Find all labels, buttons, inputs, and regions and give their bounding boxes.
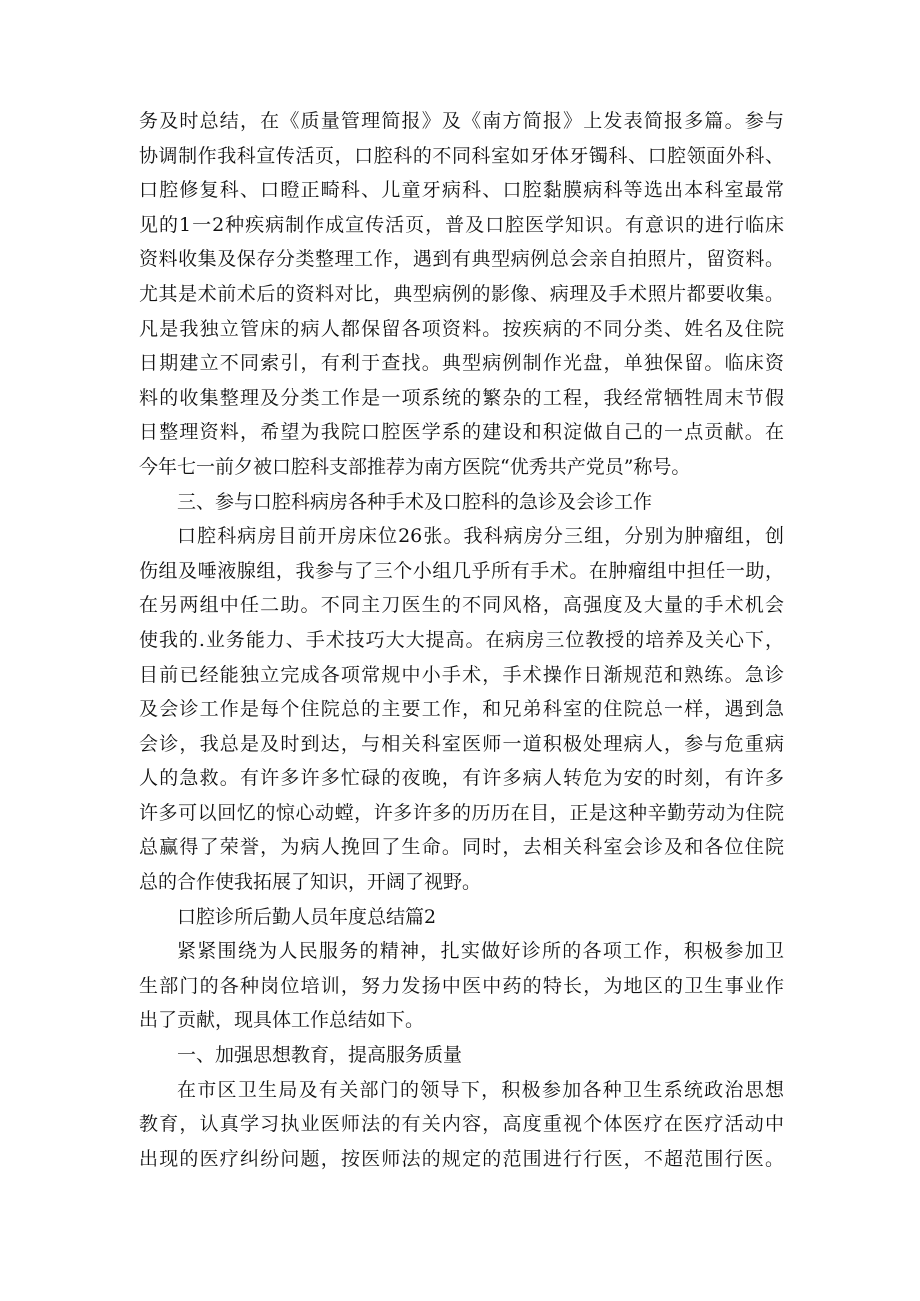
text-line: 教育，认真学习执业医师法的有关内容，高度重视个体医疗在医疗活动中 — [139, 1113, 784, 1136]
text-line: 见的1一2种疾病制作成宣传活页，普及口腔医学知识。有意识的进行临床 — [139, 213, 784, 236]
text-line: 务及时总结，在《质量管理简报》及《南方简报》上发表简报多篇。参与 — [139, 110, 784, 132]
text-line: 许多可以回忆的惊心动螳，许多许多的历历在目，正是这种辛勤劳动为住院 — [139, 801, 784, 824]
text-line: 在另两组中任二助。不同主刀医生的不同风格，高强度及大量的手术机会 — [139, 594, 784, 617]
text-line: 一、加强思想教育，提高服务质量 — [177, 1044, 463, 1067]
text-line: 会诊，我总是及时到达，与相关科室医师一道积极处理病人，参与危重病 — [139, 732, 784, 755]
text-line: 协调制作我科宣传活页，口腔科的不同科室如牙体牙镯科、口腔领面外科、 — [139, 144, 784, 167]
text-line: 人的急救。有许多许多忙碌的夜晚，有许多病人转危为安的时刻，有许多 — [139, 767, 784, 790]
text-line: 三、参与口腔科病房各种手术及口腔科的急诊及会诊工作 — [177, 490, 653, 513]
text-line: 日整理资料，希望为我院口腔医学系的建设和积淀做自己的一点贡献。在 — [139, 421, 784, 444]
text-line: 总赢得了荣誉，为病人挽回了生命。同时，去相关科室会诊及和各位住院 — [139, 836, 784, 859]
text-line: 凡是我独立管床的病人都保留各项资料。按疾病的不同分类、姓名及住院 — [139, 317, 784, 340]
text-line: 口腔科病房目前开房床位26张。我科病房分三组，分别为肿瘤组，创 — [177, 525, 784, 548]
text-line: 生部门的各种岗位培训，努力发扬中医中药的特长，为地区的卫生事业作 — [139, 974, 784, 997]
text-line: 口腔修复科、口瞪正畸科、儿童牙病科、口腔黏膜病科等选出本科室最常 — [139, 179, 784, 202]
document-body — [139, 104, 784, 1176]
text-line: 在市区卫生局及有关部门的领导下，积极参加各种卫生系统政治思想 — [177, 1078, 784, 1101]
text-line: 伤组及唾液腺组，我参与了三个小组几乎所有手术。在肿瘤组中担任一助， — [139, 559, 784, 582]
text-line: 总的合作使我拓展了知识，开阔了视野。 — [139, 871, 482, 894]
text-line: 紧紧围绕为人民服务的精神，扎实做好诊所的各项工作，积极参加卫 — [177, 940, 784, 963]
text-line: 及会诊工作是每个住院总的主要工作，和兄弟科室的住院总一样，遇到急 — [139, 698, 784, 721]
text-line: 资料收集及保存分类整理工作，遇到有典型病例总会亲自拍照片，留资料。 — [139, 248, 784, 271]
text-line: 日期建立不同索引，有利于查找。典型病例制作光盘，单独保留。临床资 — [139, 352, 784, 375]
text-line: 目前已经能独立完成各项常规中小手术，手术操作日渐规范和熟练。急诊 — [139, 663, 784, 686]
text-line: 今年七一前夕被口腔科支部推荐为南方医院“优秀共产党员”称号。 — [139, 455, 691, 478]
text-line: 口腔诊所后勤人员年度总结篇2 — [177, 905, 437, 928]
text-line: 料的收集整理及分类工作是一项系统的繁杂的工程，我经常牺牲周末节假 — [139, 386, 784, 409]
text-line: 尤其是术前术后的资料对比，典型病例的影像、病理及手术照片都要收集。 — [139, 282, 784, 305]
text-line: 出现的医疗纠纷问题，按医师法的规定的范围进行行医，不超范围行医。 — [139, 1147, 784, 1170]
text-line: 使我的.业务能力、手术技巧大大提高。在病房三位教授的培养及关心下， — [139, 628, 784, 651]
text-line: 出了贡献，现具体工作总结如下。 — [139, 1009, 425, 1032]
